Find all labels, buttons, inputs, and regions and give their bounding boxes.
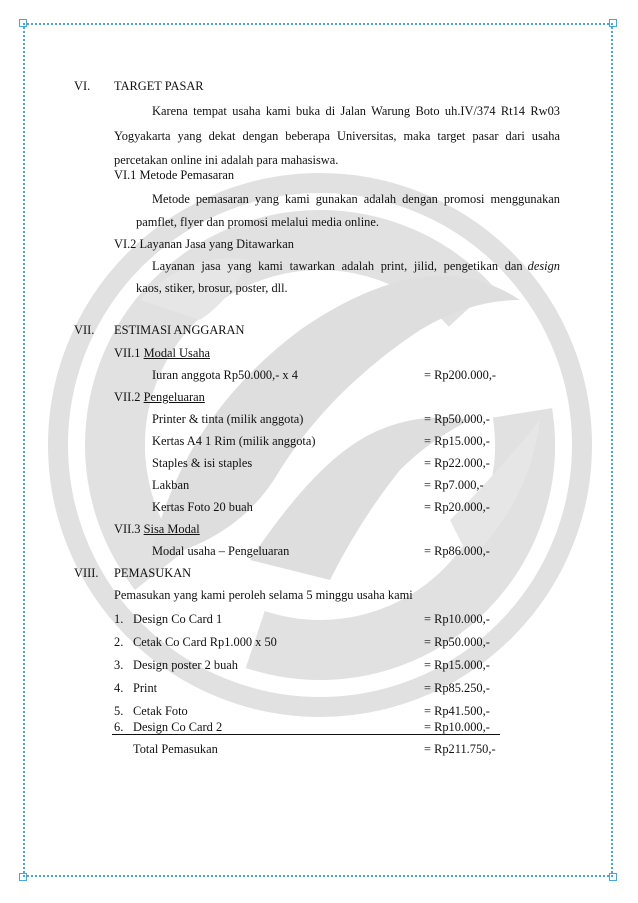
- target-pasar-paragraph-line1: Karena tempat usaha kami buka di Jalan Warung Boto uh.IV/374 Rt14 Rw03: [152, 104, 560, 118]
- pengeluaran-item-label: Lakban: [152, 478, 190, 492]
- sisa-item-label: Modal usaha – Pengeluaran: [152, 544, 290, 558]
- layanan-jasa-line1: [152, 258, 560, 274]
- pengeluaran-item-label: Kertas A4 1 Rim (milik anggota): [152, 434, 316, 448]
- pemasukan-item-value: = Rp10.000,-: [424, 612, 490, 626]
- section-number-vii: VII.: [74, 323, 95, 337]
- pengeluaran-item-label: Staples & isi staples: [152, 456, 253, 470]
- pemasukan-item-label: Cetak Co Card Rp1.000 x 50: [133, 635, 277, 649]
- pengeluaran-item-value: = Rp50.000,-: [424, 412, 490, 426]
- section-number-viii: VIII.: [74, 566, 99, 580]
- layanan-jasa-design-word: design: [527, 259, 560, 273]
- pemasukan-item-no: 1.: [114, 612, 124, 626]
- sisa-modal-prefix: VII.3: [114, 522, 141, 536]
- subsection-title-layanan-jasa: VI.2 Layanan Jasa yang Ditawarkan: [114, 237, 294, 251]
- pengeluaran-title: Pengeluaran: [143, 390, 205, 404]
- total-divider-line: [112, 734, 500, 735]
- pengeluaran-item-label: Kertas Foto 20 buah: [152, 500, 253, 514]
- pemasukan-item-label: Design Co Card 1: [133, 612, 223, 626]
- pengeluaran-item-value: = Rp20.000,-: [424, 500, 490, 514]
- pemasukan-item-label: Design Co Card 2: [133, 720, 223, 734]
- sisa-item-value: = Rp86.000,-: [424, 544, 490, 558]
- pemasukan-item-no: 2.: [114, 635, 124, 649]
- section-number-vi: VI.: [74, 79, 91, 93]
- target-pasar-paragraph-line2: Yogyakarta yang dekat dengan beberapa Universitas, maka target pasar dari usaha: [114, 129, 560, 143]
- pemasukan-item-value: = Rp50.000,-: [424, 635, 490, 649]
- pengeluaran-item-value: = Rp15.000,-: [424, 434, 490, 448]
- modal-item-label: Iuran anggota Rp50.000,- x 4: [152, 368, 298, 382]
- modal-item-value: = Rp200.000,-: [424, 368, 497, 382]
- pengeluaran-item-label: Printer & tinta (milik anggota): [152, 412, 304, 426]
- pemasukan-item-value: = Rp41.500,-: [424, 704, 490, 718]
- pemasukan-item-value: = Rp15.000,-: [424, 658, 490, 672]
- subsection-pengeluaran: [114, 389, 205, 405]
- pemasukan-item-label: Design poster 2 buah: [133, 658, 238, 672]
- modal-usaha-title: Modal Usaha: [143, 346, 211, 360]
- pemasukan-item-no: 5.: [114, 704, 124, 718]
- layanan-jasa-line1-text: Layanan jasa yang kami tawarkan adalah print, jilid, pengetikan dan: [152, 259, 523, 273]
- pengeluaran-item-value: = Rp22.000,-: [424, 456, 490, 470]
- subsection-title-metode-pemasaran: VI.1 Metode Pemasaran: [114, 168, 235, 182]
- pemasukan-item-no: 4.: [114, 681, 124, 695]
- metode-pemasaran-line2: pamflet, flyer dan promosi melalui media online.: [136, 215, 379, 229]
- pengeluaran-item-value: = Rp7.000,-: [424, 478, 484, 492]
- subsection-sisa-modal: [114, 521, 200, 537]
- subsection-modal-usaha: [114, 345, 210, 361]
- metode-pemasaran-line1: Metode pemasaran yang kami gunakan adalah dengan promosi menggunakan: [152, 192, 560, 206]
- target-pasar-paragraph-line3: percetakan online ini adalah para mahasiswa.: [114, 153, 339, 167]
- pengeluaran-prefix: VII.2: [114, 390, 141, 404]
- section-title-target-pasar: TARGET PASAR: [114, 79, 204, 93]
- total-pemasukan-value: = Rp211.750,-: [424, 742, 496, 756]
- layanan-jasa-line2: kaos, stiker, brosur, poster, dll.: [136, 281, 288, 295]
- pemasukan-item-label: Cetak Foto: [133, 704, 188, 718]
- section-title-estimasi-anggaran: ESTIMASI ANGGARAN: [114, 323, 245, 337]
- pemasukan-item-value: = Rp85.250,-: [424, 681, 490, 695]
- sisa-modal-title: Sisa Modal: [143, 522, 200, 536]
- modal-usaha-prefix: VII.1: [114, 346, 141, 360]
- total-pemasukan-label: Total Pemasukan: [133, 742, 218, 756]
- pemasukan-item-label: Print: [133, 681, 158, 695]
- pemasukan-item-value: = Rp10.000,-: [424, 720, 490, 734]
- pemasukan-item-no: 6.: [114, 720, 124, 734]
- pemasukan-intro: Pemasukan yang kami peroleh selama 5 minggu usaha kami: [114, 588, 413, 602]
- section-title-pemasukan: PEMASUKAN: [114, 566, 192, 580]
- pemasukan-item-no: 3.: [114, 658, 124, 672]
